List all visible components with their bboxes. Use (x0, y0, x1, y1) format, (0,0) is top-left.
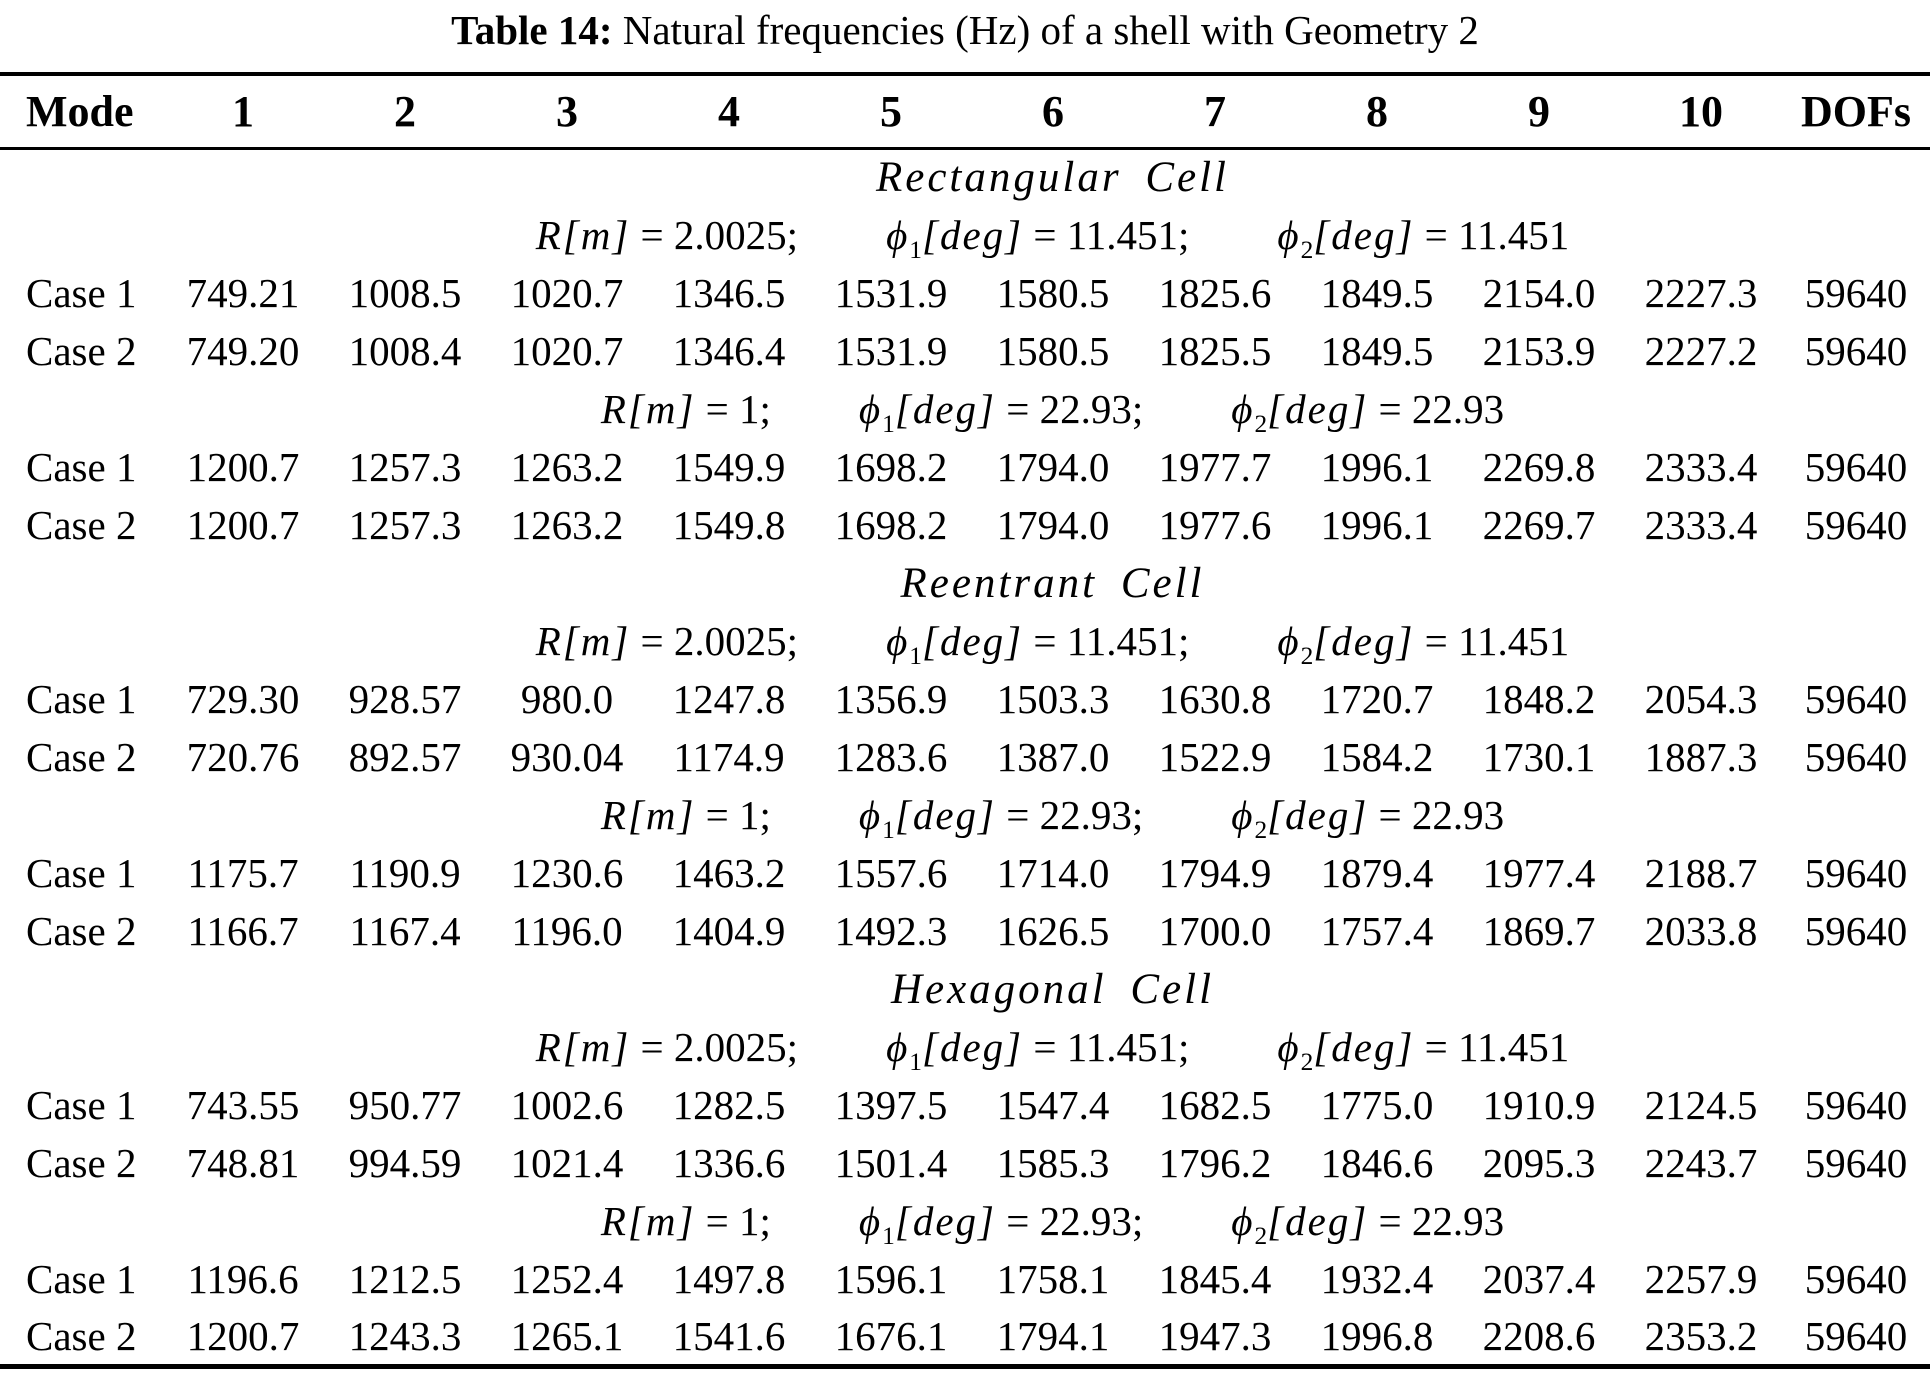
frequency-value: 1008.4 (348, 328, 462, 374)
param-value: = 11.451 (1414, 212, 1570, 258)
frequency-value: 1257.3 (348, 444, 462, 490)
frequency-value: 1869.7 (1482, 908, 1596, 954)
frequency-value: 1549.8 (672, 502, 786, 548)
param-subscript: 1 (909, 642, 922, 671)
case-label: Case 2 (26, 734, 137, 780)
param-expression (601, 1197, 771, 1245)
frequency-value: 1200.7 (186, 502, 300, 548)
dofs-value: 59640 (1804, 328, 1908, 374)
col-header-mode-6: 6 (1042, 86, 1064, 136)
param-symbol: R (600, 792, 628, 838)
param-subscript: 2 (1254, 816, 1268, 845)
frequency-value: 1497.8 (672, 1256, 786, 1302)
frequency-value: 1794.9 (1158, 850, 1272, 896)
param-expression (858, 1197, 1144, 1251)
frequency-value: 1547.4 (996, 1082, 1110, 1128)
param-subscript: 2 (1300, 236, 1314, 265)
data-row (0, 264, 1930, 322)
param-unit: [deg] (922, 1024, 1024, 1070)
data-row (0, 1076, 1930, 1134)
section-title: Hexagonal Cell (890, 965, 1215, 1013)
param-expression (886, 211, 1190, 265)
frequency-value: 1825.5 (1158, 328, 1272, 374)
section-row (0, 148, 1930, 206)
frequency-value: 1196.6 (187, 1256, 299, 1302)
param-unit: [deg] (922, 618, 1024, 664)
frequency-value: 1549.9 (672, 444, 786, 490)
param-value: = 22.93; (995, 386, 1144, 432)
col-header-mode-9: 9 (1528, 86, 1550, 136)
param-value: = 11.451 (1414, 1024, 1570, 1070)
param-unit: [deg] (1267, 386, 1369, 432)
param-unit: [m] (562, 212, 631, 258)
frequency-value: 1932.4 (1320, 1256, 1434, 1302)
case-label: Case 2 (26, 1140, 137, 1186)
param-unit: [deg] (1313, 212, 1415, 258)
frequency-value: 1397.5 (834, 1082, 948, 1128)
param-unit: [m] (562, 618, 631, 664)
param-unit: [m] (627, 792, 696, 838)
frequency-value: 1257.3 (348, 502, 462, 548)
frequency-value: 1531.9 (834, 328, 948, 374)
frequency-value: 1021.4 (510, 1140, 624, 1186)
param-symbol: ϕ (1277, 1024, 1301, 1070)
frequency-value: 1212.5 (348, 1256, 462, 1302)
param-subscript: 1 (882, 410, 895, 439)
param-expression (536, 1023, 798, 1071)
frequency-value: 1682.5 (1158, 1082, 1272, 1128)
section-title: Rectangular Cell (876, 154, 1229, 202)
param-unit: [m] (627, 386, 696, 432)
col-header-mode-3: 3 (556, 86, 578, 136)
data-row (0, 438, 1930, 496)
frequency-value: 2269.7 (1482, 502, 1596, 548)
frequency-value: 1846.6 (1320, 1140, 1434, 1186)
param-value: = 11.451 (1414, 618, 1570, 664)
parameter-cell (0, 1192, 1930, 1250)
frequency-value: 928.57 (348, 676, 462, 722)
dofs-value: 59640 (1804, 444, 1908, 490)
frequency-value: 748.81 (186, 1140, 300, 1186)
param-unit: [m] (562, 1024, 631, 1070)
frequency-value: 1676.1 (834, 1312, 948, 1359)
data-row (0, 728, 1930, 786)
param-unit: [deg] (922, 212, 1024, 258)
parameter-row (0, 1018, 1930, 1076)
frequency-value: 1996.8 (1320, 1312, 1434, 1359)
frequency-value: 892.57 (348, 734, 462, 780)
case-label: Case 1 (26, 676, 137, 722)
frequency-value: 1775.0 (1320, 1082, 1434, 1128)
frequency-value: 1346.4 (672, 328, 786, 374)
frequency-value: 950.77 (348, 1082, 462, 1128)
case-label: Case 2 (26, 328, 137, 374)
frequency-value: 1336.6 (672, 1140, 786, 1186)
case-label: Case 2 (26, 502, 137, 548)
frequency-value: 1849.5 (1320, 328, 1434, 374)
param-symbol: ϕ (858, 1198, 883, 1244)
frequency-value: 1947.3 (1158, 1312, 1272, 1359)
param-unit: [deg] (1313, 618, 1415, 664)
parameter-row (0, 1192, 1930, 1250)
frequency-value: 1879.4 (1320, 850, 1434, 896)
frequency-value: 1825.6 (1158, 270, 1272, 316)
frequency-value: 1263.2 (510, 502, 624, 548)
frequency-value: 1758.1 (996, 1256, 1110, 1302)
frequency-value: 1698.2 (834, 444, 948, 490)
frequency-value: 720.76 (186, 734, 300, 780)
frequency-value: 1996.1 (1320, 502, 1434, 548)
frequency-value: 1848.2 (1482, 676, 1596, 722)
dofs-value: 59640 (1804, 1312, 1908, 1359)
param-symbol: R (600, 1198, 628, 1244)
param-unit: [deg] (1313, 1024, 1415, 1070)
param-subscript: 2 (1300, 642, 1314, 671)
frequency-value: 729.30 (186, 676, 300, 722)
frequency-value: 1977.4 (1482, 850, 1596, 896)
frequency-value: 1796.2 (1158, 1140, 1272, 1186)
frequency-value: 2227.2 (1644, 328, 1758, 374)
parameter-row (0, 612, 1930, 670)
frequency-value: 2037.4 (1482, 1256, 1596, 1302)
frequency-value: 1252.4 (510, 1256, 624, 1302)
param-unit: [deg] (1267, 792, 1369, 838)
frequency-value: 1020.7 (510, 270, 624, 316)
frequency-value: 1585.3 (996, 1140, 1110, 1186)
frequency-value: 2033.8 (1644, 908, 1758, 954)
param-value: = 1; (695, 386, 771, 432)
param-subscript: 2 (1254, 410, 1268, 439)
col-header-mode-2: 2 (394, 86, 416, 136)
param-symbol: ϕ (1231, 1198, 1255, 1244)
param-subscript: 1 (909, 1048, 922, 1077)
param-subscript: 1 (909, 236, 922, 265)
frequency-value: 1698.2 (834, 502, 948, 548)
parameter-cell (0, 206, 1930, 264)
param-expression (1231, 1197, 1505, 1251)
frequency-value: 1887.3 (1644, 734, 1758, 780)
param-symbol: ϕ (858, 792, 883, 838)
col-header-mode-8: 8 (1366, 86, 1388, 136)
frequency-value: 1265.1 (510, 1312, 624, 1359)
frequency-value: 1757.4 (1320, 908, 1434, 954)
frequency-value: 1910.9 (1482, 1082, 1596, 1128)
frequency-value: 1463.2 (672, 850, 786, 896)
table-header-row (0, 74, 1930, 148)
frequency-value: 1541.6 (672, 1312, 786, 1359)
col-header-mode: Mode (26, 86, 134, 136)
frequency-value: 2257.9 (1644, 1256, 1758, 1302)
col-header-mode-4: 4 (718, 86, 740, 136)
param-expression (886, 617, 1190, 671)
frequency-value: 2054.3 (1644, 676, 1758, 722)
parameter-cell (0, 1018, 1930, 1076)
param-value: = 11.451; (1023, 618, 1190, 664)
param-expression (1231, 791, 1505, 845)
frequency-value: 1263.2 (510, 444, 624, 490)
frequency-value: 1580.5 (996, 328, 1110, 374)
case-label: Case 1 (26, 444, 137, 490)
col-header-mode-10: 10 (1679, 86, 1723, 136)
frequency-value: 1282.5 (672, 1082, 786, 1128)
dofs-value: 59640 (1804, 734, 1908, 780)
param-value: = 2.0025; (630, 618, 799, 664)
frequency-value: 1492.3 (834, 908, 948, 954)
frequency-value: 1700.0 (1158, 908, 1272, 954)
frequency-value: 2154.0 (1482, 270, 1596, 316)
case-label: Case 2 (26, 908, 137, 954)
param-value: = 22.93 (1368, 792, 1505, 838)
frequency-value: 1243.3 (348, 1312, 462, 1359)
col-header-mode-1: 1 (232, 86, 254, 136)
data-row (0, 1308, 1930, 1366)
param-expression (536, 617, 798, 665)
frequency-value: 1200.7 (186, 1312, 300, 1359)
frequency-value: 1720.7 (1320, 676, 1434, 722)
frequency-value: 1501.4 (834, 1140, 948, 1186)
dofs-value: 59640 (1804, 908, 1908, 954)
param-symbol: ϕ (886, 1024, 910, 1070)
dofs-value: 59640 (1804, 270, 1908, 316)
parameter-row (0, 380, 1930, 438)
param-expression (886, 1023, 1190, 1077)
dofs-value: 59640 (1804, 850, 1908, 896)
param-symbol: ϕ (858, 386, 883, 432)
frequency-value: 1002.6 (510, 1082, 624, 1128)
dofs-value: 59640 (1804, 1082, 1908, 1128)
param-expression (1277, 1023, 1570, 1077)
param-symbol: ϕ (1277, 212, 1301, 258)
param-symbol: ϕ (886, 212, 910, 258)
frequency-value: 1794.1 (996, 1312, 1110, 1359)
param-unit: [deg] (894, 792, 996, 838)
frequency-value: 1794.0 (996, 502, 1110, 548)
frequency-value: 1346.5 (672, 270, 786, 316)
param-value: = 22.93 (1368, 1198, 1505, 1244)
section-row (0, 960, 1930, 1018)
section-row (0, 554, 1930, 612)
param-symbol: ϕ (1231, 386, 1255, 432)
frequency-value: 2124.5 (1644, 1082, 1758, 1128)
frequency-value: 749.21 (186, 270, 300, 316)
case-label: Case 1 (26, 850, 137, 896)
frequency-value: 1190.9 (349, 850, 461, 896)
param-expression (536, 211, 798, 259)
frequency-value: 1196.0 (511, 908, 623, 954)
frequency-value: 2188.7 (1644, 850, 1758, 896)
table-caption-label: Table 14: (451, 7, 613, 53)
frequency-value: 1503.3 (996, 676, 1110, 722)
frequency-value: 2333.4 (1644, 444, 1758, 490)
param-value: = 11.451; (1023, 1024, 1190, 1070)
frequency-value: 1584.2 (1320, 734, 1434, 780)
parameter-cell (0, 380, 1930, 438)
frequency-value: 1580.5 (996, 270, 1110, 316)
frequency-value: 1730.1 (1482, 734, 1596, 780)
frequency-value: 2208.6 (1482, 1312, 1596, 1359)
param-value: = 11.451; (1023, 212, 1190, 258)
param-value: = 1; (695, 1198, 771, 1244)
frequency-value: 1283.6 (834, 734, 948, 780)
parameter-cell (0, 612, 1930, 670)
param-value: = 2.0025; (630, 212, 799, 258)
frequency-value: 743.55 (186, 1082, 300, 1128)
table-caption (0, 0, 1930, 72)
col-header-mode-7: 7 (1204, 86, 1226, 136)
frequency-value: 1166.7 (187, 908, 299, 954)
frequency-value: 1714.0 (996, 850, 1110, 896)
table-caption-text: Natural frequencies (Hz) of a shell with Geometry 2 (612, 7, 1479, 53)
frequency-value: 2269.8 (1482, 444, 1596, 490)
frequency-value: 1200.7 (186, 444, 300, 490)
frequency-value: 1020.7 (510, 328, 624, 374)
param-subscript: 2 (1254, 1222, 1268, 1251)
data-row (0, 1250, 1930, 1308)
frequency-value: 2095.3 (1482, 1140, 1596, 1186)
frequency-value: 980.0 (520, 676, 614, 722)
parameter-row (0, 786, 1930, 844)
param-expression (858, 791, 1144, 845)
param-subscript: 1 (882, 816, 895, 845)
case-label: Case 1 (26, 1256, 137, 1302)
frequency-value: 1356.9 (834, 676, 948, 722)
case-label: Case 2 (26, 1312, 137, 1359)
frequency-value: 1531.9 (834, 270, 948, 316)
param-expression (1277, 617, 1570, 671)
param-value: = 22.93 (1368, 386, 1505, 432)
param-unit: [deg] (894, 386, 996, 432)
frequency-value: 2153.9 (1482, 328, 1596, 374)
frequency-value: 1404.9 (672, 908, 786, 954)
frequency-value: 1247.8 (672, 676, 786, 722)
param-symbol: R (600, 386, 628, 432)
frequency-value: 994.59 (348, 1140, 462, 1186)
param-symbol: R (535, 1024, 563, 1070)
natural-frequencies-table (0, 72, 1930, 1369)
frequency-value: 1626.5 (996, 908, 1110, 954)
param-value: = 1; (695, 792, 771, 838)
data-row (0, 844, 1930, 902)
frequency-value: 1175.7 (187, 850, 299, 896)
frequency-value: 2227.3 (1644, 270, 1758, 316)
param-symbol: R (535, 212, 563, 258)
dofs-value: 59640 (1804, 1256, 1908, 1302)
param-value: = 2.0025; (630, 1024, 799, 1070)
param-expression (1277, 211, 1570, 265)
data-row (0, 496, 1930, 554)
col-header-dofs: DOFs (1801, 86, 1911, 136)
frequency-value: 1630.8 (1158, 676, 1272, 722)
data-row (0, 322, 1930, 380)
frequency-value: 1008.5 (348, 270, 462, 316)
dofs-value: 59640 (1804, 676, 1908, 722)
param-value: = 22.93; (995, 792, 1144, 838)
param-symbol: ϕ (1277, 618, 1301, 664)
frequency-value: 2353.2 (1644, 1312, 1758, 1359)
case-label: Case 1 (26, 270, 137, 316)
frequency-value: 1557.6 (834, 850, 948, 896)
frequency-value: 1522.9 (1158, 734, 1272, 780)
section-title: Reentrant Cell (900, 559, 1205, 607)
frequency-value: 1596.1 (834, 1256, 948, 1302)
param-symbol: ϕ (1231, 792, 1255, 838)
frequency-value: 2333.4 (1644, 502, 1758, 548)
frequency-value: 2243.7 (1644, 1140, 1758, 1186)
param-unit: [m] (627, 1198, 696, 1244)
param-unit: [deg] (1267, 1198, 1369, 1244)
frequency-value: 1977.6 (1158, 502, 1272, 548)
frequency-value: 1845.4 (1158, 1256, 1272, 1302)
param-expression (601, 791, 771, 839)
parameter-cell (0, 786, 1930, 844)
frequency-value: 1387.0 (996, 734, 1110, 780)
param-subscript: 2 (1300, 1048, 1314, 1077)
param-expression (1231, 385, 1505, 439)
frequency-value: 1167.4 (349, 908, 461, 954)
col-header-mode-5: 5 (880, 86, 902, 136)
frequency-value: 1230.6 (510, 850, 624, 896)
param-symbol: R (535, 618, 563, 664)
data-row (0, 1134, 1930, 1192)
dofs-value: 59640 (1804, 1140, 1908, 1186)
frequency-value: 1977.7 (1158, 444, 1272, 490)
param-expression (858, 385, 1144, 439)
frequency-value: 1794.0 (996, 444, 1110, 490)
param-subscript: 1 (882, 1222, 895, 1251)
data-row (0, 670, 1930, 728)
case-label: Case 1 (26, 1082, 137, 1128)
frequency-value: 930.04 (510, 734, 624, 780)
param-symbol: ϕ (886, 618, 910, 664)
parameter-row (0, 206, 1930, 264)
frequency-value: 749.20 (186, 328, 300, 374)
frequency-value: 1849.5 (1320, 270, 1434, 316)
dofs-value: 59640 (1804, 502, 1908, 548)
frequency-value: 1174.9 (673, 734, 785, 780)
data-row (0, 902, 1930, 960)
param-value: = 22.93; (995, 1198, 1144, 1244)
frequency-value: 1996.1 (1320, 444, 1434, 490)
param-expression (601, 385, 771, 433)
param-unit: [deg] (894, 1198, 996, 1244)
